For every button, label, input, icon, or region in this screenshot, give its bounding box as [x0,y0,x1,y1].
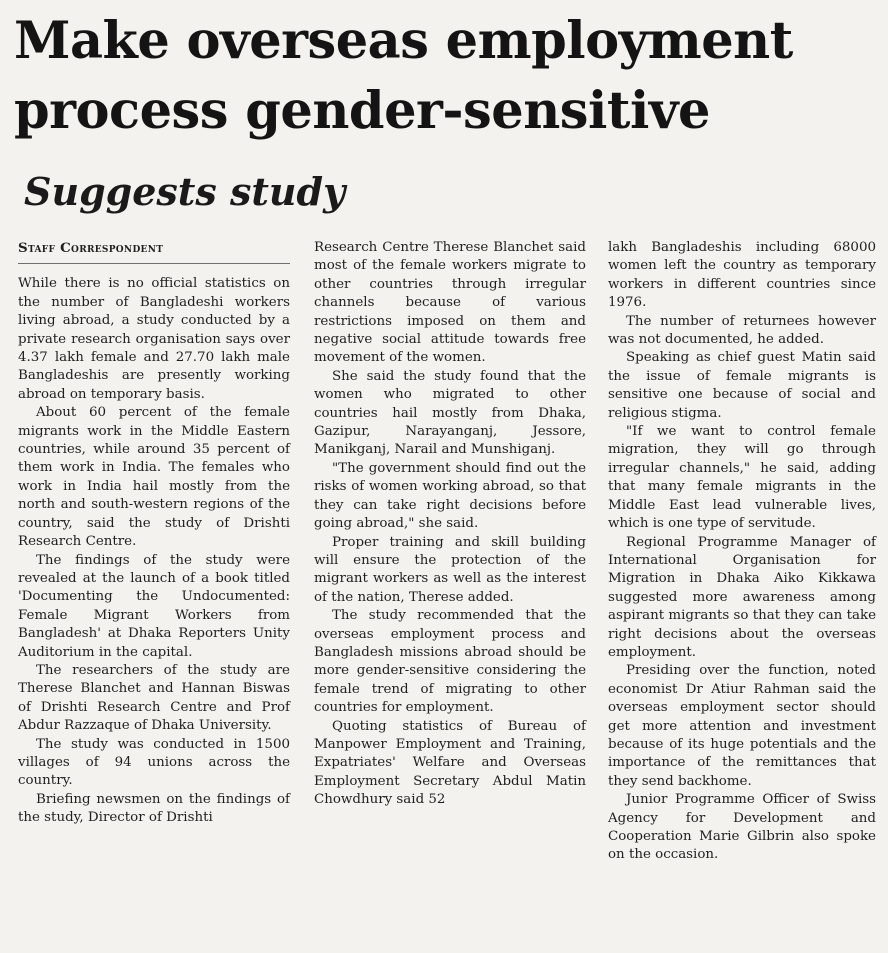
paragraph: Briefing newsmen on the findings of the study, Director of Drishti [18,791,290,826]
paragraph: "If we want to control female migration, they will go through irregular channels," he said, adding that many female migrants in the Middle East lead vulnerable lives, which is one type of servitude. [608,424,876,532]
paragraph: The number of returnees however was not documented, he added. [608,313,876,348]
paragraph: lakh Bangladeshis including 68000 women left the country as temporary workers in different countries since 1976. [608,240,876,311]
byline: Staff Correspondent [18,239,290,264]
column-3 [608,239,876,865]
headline [14,6,880,146]
paragraph: Quoting statistics of Bureau of Manpower Employment and Training, Expatriates' Welfare and Overseas Employment Secretary Abdul Matin Chowdhury said 52 [314,718,586,808]
paragraph: She said the study found that the women who migrated to other countries hail mostly from Dhaka, Gazipur, Narayanganj, Jessore, Manikganj, Narail and Munshiganj. [314,368,586,458]
column-1 [18,239,290,828]
paragraph: The study was conducted in 1500 villages of 94 unions across the country. [18,736,290,789]
paragraph: The researchers of the study are Therese Blanchet and Hannan Biswas of Drishti Research Centre and Prof Abdur Razzaque of Dhaka University. [18,662,290,734]
paragraph: Research Centre Therese Blanchet said most of the female workers migrate to other countries through irregular channels because of various restrictions imposed on them and negative social attitude towards free movement of the women. [314,240,586,366]
paragraph: Speaking as chief guest Matin said the issue of female migrants is sensitive one because of social and religious stigma. [608,350,876,421]
subheadline: Suggests study [24,169,346,214]
paragraph: Junior Programme Officer of Swiss Agency for Development and Cooperation Marie Gilbrin also spoke on the occasion. [608,792,876,863]
paragraph: The findings of the study were revealed at the launch of a book titled 'Documenting the Undocumented: Female Migrant Workers from Bangladesh' at Dhaka Reporters Unity Auditorium in the capital. [18,552,290,660]
headline-line-2: process gender-sensitive [14,81,710,141]
headline-line-1: Make overseas employment [14,11,793,71]
paragraph: Proper training and skill building will ensure the protection of the migrant workers as well as the interest of the nation, Therese added. [314,534,586,605]
paragraph: The study recommended that the overseas employment process and Bangladesh missions abroad should be more gender-sensitive considering the female trend of migrating to other countries for employment. [314,608,586,716]
paragraph: Presiding over the function, noted economist Dr Atiur Rahman said the overseas employment sector should get more attention and investment because of its huge potentials and the importance of the remittances that they send backhome. [608,663,876,789]
paragraph: "The government should find out the risks of women working abroad, so that they can take right decisions before going abroad," she said. [314,460,586,532]
paragraph: About 60 percent of the female migrants work in the Middle Eastern countries, while around 35 percent of them work in India. The females who work in India hail mostly from the north and south-western regions of the country, said the study of Drishti Research Centre. [18,405,290,550]
column-2 [314,239,586,810]
paragraph: While there is no official statistics on the number of Bangladeshi workers living abroad, a study conducted by a private research organisation says over 4.37 lakh female and 27.70 lakh male Bangladeshis are presently working abroad on temporary basis. [18,276,290,402]
paragraph: Regional Programme Manager of International Organisation for Migration in Dhaka Aiko Kikkawa suggested more awareness among aspirant migrants so that they can take right decisions about the overseas employment. [608,534,876,660]
